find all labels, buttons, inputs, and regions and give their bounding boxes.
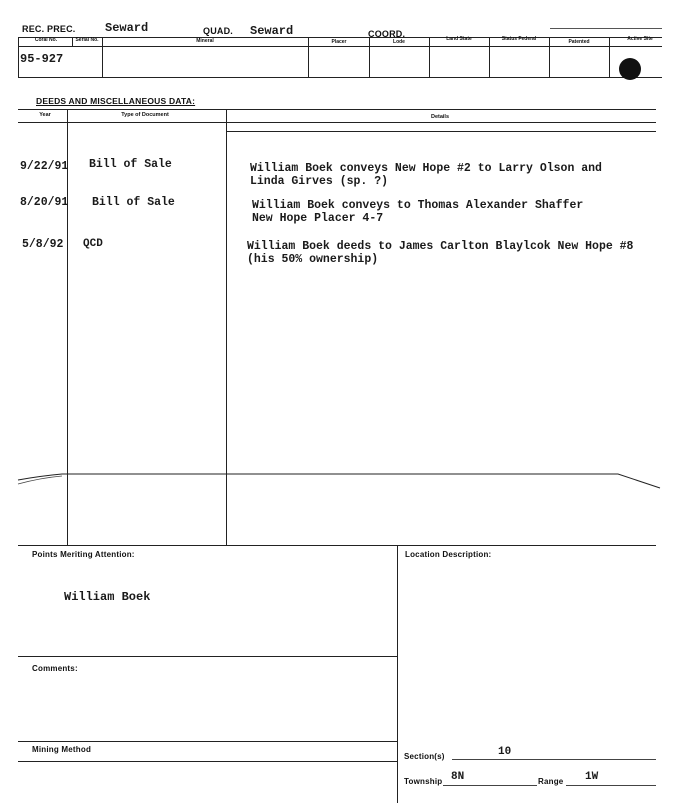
location-label: Location Description:	[405, 550, 492, 559]
deeds-header-top-rule	[18, 109, 656, 110]
points-value: William Boek	[64, 590, 151, 604]
col-land-state: Land State	[446, 36, 472, 42]
header-col-divider	[609, 37, 610, 77]
deed-type: Bill of Sale	[92, 196, 175, 209]
deed-year: 8/20/91	[20, 196, 69, 209]
mining-method-underline	[18, 761, 397, 762]
col-coral-no: Coral No.	[34, 37, 58, 43]
mining-method-label: Mining Method	[32, 745, 92, 754]
col-type: Type of Document	[121, 112, 169, 118]
deed-type: QCD	[83, 238, 103, 250]
deed-year: 9/22/91	[20, 160, 69, 173]
col-year: Year	[39, 112, 51, 118]
col-patented: Patented	[568, 39, 590, 45]
col-mineral: Mineral	[196, 38, 214, 44]
header-col-divider	[489, 37, 490, 77]
deeds-section-title: DEEDS AND MISCELLANEOUS DATA:	[36, 96, 196, 106]
hole-punch	[619, 58, 641, 80]
col-details: Details	[430, 114, 450, 120]
col-status-federal: Status Federal	[501, 36, 537, 42]
deed-details-line2: (his 50% ownership)	[247, 253, 379, 266]
mining-method-rule	[18, 741, 397, 742]
range-underline	[566, 785, 656, 786]
sections-underline	[452, 759, 656, 760]
header-top-rule-right	[550, 28, 662, 29]
quad-value: Seward	[250, 24, 294, 38]
deed-year: 5/8/92	[22, 238, 64, 251]
range-label: Range	[538, 777, 564, 786]
township-value: 8N	[451, 771, 465, 783]
header-top-rule	[18, 37, 662, 38]
header-col-divider	[429, 37, 430, 77]
deed-details-line1: William Boek conveys New Hope #2 to Larry Olson and	[250, 162, 602, 175]
township-label: Township	[404, 777, 443, 786]
points-label: Points Meriting Attention:	[32, 550, 135, 559]
header-col-divider	[72, 37, 73, 46]
deed-details-line1: William Boek conveys to Thomas Alexander Shaffer	[252, 199, 584, 212]
coral-no-value: 95-927	[20, 52, 64, 66]
comments-rule	[18, 656, 397, 657]
quad-label: QUAD.	[203, 26, 233, 36]
sections-value: 10	[498, 746, 512, 758]
rec-prec-value: Seward	[105, 21, 149, 35]
deeds-details-rule	[226, 131, 656, 132]
bottom-top-rule	[18, 545, 656, 546]
deeds-header-bottom-rule	[18, 122, 656, 123]
header-col-divider	[308, 37, 309, 77]
fold-line	[0, 470, 678, 494]
header-col-divider	[369, 37, 370, 77]
deed-details-line2: Linda Girves (sp. ?)	[250, 175, 389, 188]
bottom-col-divider	[397, 545, 398, 803]
range-value: 1W	[585, 771, 599, 783]
col-lode: Lode	[393, 39, 405, 45]
rec-prec-label: REC. PREC.	[22, 24, 76, 34]
header-col-divider	[549, 37, 550, 77]
header-col-divider	[102, 37, 103, 77]
header-bottom-rule	[18, 77, 662, 78]
col-placer: Placer	[331, 39, 347, 45]
township-underline	[443, 785, 537, 786]
sections-label: Section(s)	[404, 752, 445, 761]
header-col-divider	[18, 37, 19, 77]
comments-label: Comments:	[32, 664, 78, 673]
deed-type: Bill of Sale	[89, 158, 172, 171]
coord-label: COORD.	[368, 29, 406, 39]
col-active-site: Active Site	[627, 36, 653, 42]
header-sub-rule	[18, 46, 662, 47]
deed-details-line2: New Hope Placer 4-7	[252, 212, 384, 225]
deed-details-line1: William Boek deeds to James Carlton Blaylcok New Hope #8	[247, 240, 634, 253]
col-serial-no: Serial No.	[75, 37, 99, 43]
